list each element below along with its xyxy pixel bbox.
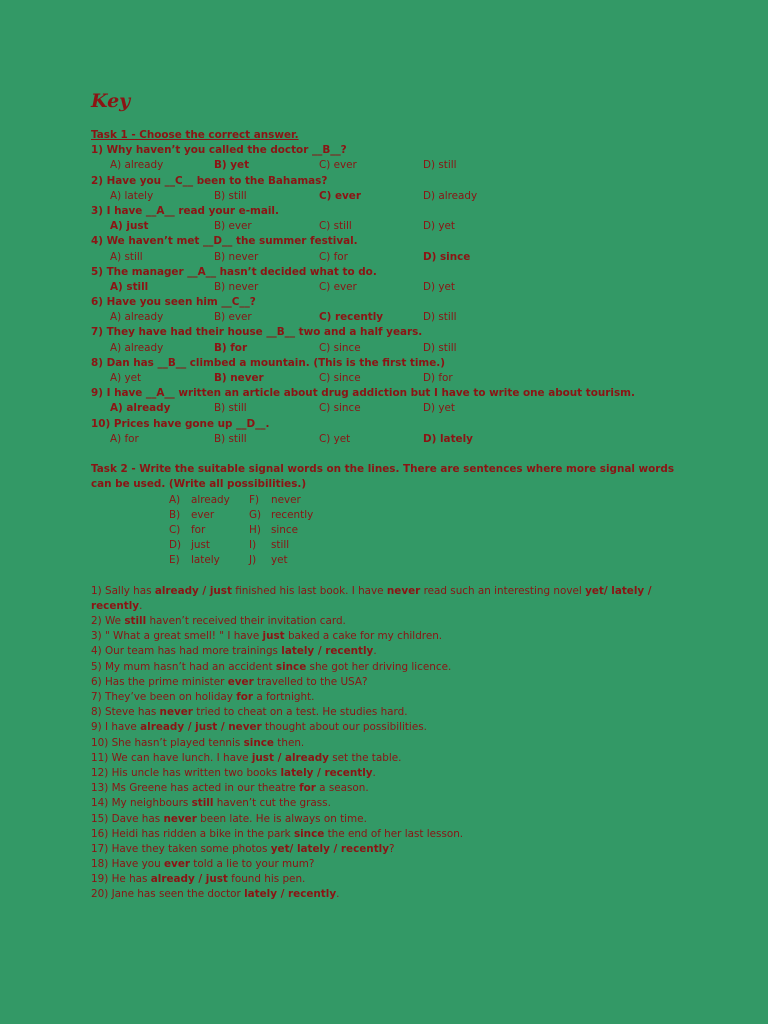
question-text: 6) Have you seen him __C__? (91, 296, 256, 309)
sentence-text: 2) We (91, 615, 125, 628)
answer-options (91, 158, 691, 173)
answer-word: never (386, 584, 421, 597)
answer-option: B) still (214, 189, 247, 202)
answer-sentence (91, 614, 691, 629)
signal-letter: E) (169, 554, 180, 567)
answer-word: since (275, 660, 307, 673)
answer-sentence (91, 751, 691, 766)
answer-option: D) still (423, 311, 457, 324)
question-text: 5) The manager __A__ hasn’t decided what to do. (91, 265, 377, 278)
sentence-text: ? (389, 842, 395, 855)
answer-option: B) still (214, 402, 247, 415)
signal-word: still (271, 539, 290, 552)
answer-options (91, 219, 691, 234)
answer-option: A) already (110, 159, 164, 172)
signal-letter: G) (249, 508, 262, 521)
sentence-text: the end of her last lesson. (324, 827, 464, 840)
sentence-text: 13) Ms Greene has acted in our theatre (91, 782, 300, 795)
sentence-text: 6) Has the prime minister (91, 675, 228, 688)
answer-option: B) ever (214, 220, 252, 233)
sentence-text: 10) She hasn’t played tennis (91, 736, 244, 749)
answer-word: already / just / never (140, 721, 262, 734)
answer-option: C) still (319, 220, 352, 233)
signal-letter: J) (249, 554, 257, 567)
answer-sentence (91, 887, 691, 902)
answer-option: A) lately (110, 189, 154, 202)
answer-word: never (163, 812, 197, 825)
answer-option: B) never (214, 280, 259, 293)
sentence-text: 18) Have you (91, 858, 164, 871)
sentence-text: 5) My mum hasn’t had an accident (91, 660, 276, 673)
answer-option: A) yet (110, 372, 142, 384)
answer-word: ever (164, 858, 190, 871)
signal-word-list (169, 493, 691, 569)
answer-option: B) still (214, 432, 247, 445)
sentence-text: . (373, 645, 377, 658)
answer-sentence (91, 720, 691, 735)
question-text: 3) I have __A__ read your e-mail. (91, 204, 279, 217)
sentence-text: . (139, 599, 143, 612)
task1-heading: Task 1 - Choose the correct answer. (91, 129, 299, 141)
task2-heading-line2: can be used. (Write all possibilities.) (91, 478, 307, 491)
answer-sentence (91, 857, 691, 872)
answer-option: A) for (110, 432, 139, 445)
signal-word: ever (191, 508, 215, 521)
answer-word: since (293, 827, 325, 840)
signal-word: for (191, 523, 206, 536)
sentence-text: 14) My neighbours (91, 797, 192, 810)
question-text: 7) They have had their house __B__ two and a half years. (91, 326, 423, 339)
answer-option: C) since (319, 372, 361, 384)
sentence-continuation (91, 599, 691, 614)
signal-letter: B) (169, 508, 181, 521)
correct-answer-option: B) for (214, 341, 248, 354)
sentence-text: 19) He has (91, 873, 151, 886)
question-text: 9) I have __A__ written an article about drug addiction but I have to write one about tourism. (91, 387, 635, 400)
signal-letter: D) (169, 539, 182, 552)
correct-answer-option: D) lately (423, 432, 473, 445)
answer-sentence (91, 812, 691, 827)
correct-answer-option: D) since (423, 250, 471, 263)
answer-options (91, 310, 691, 325)
answer-option: D) already (423, 189, 478, 202)
answer-sentence (91, 842, 691, 857)
answer-sentence (91, 766, 691, 781)
page-title: Key (91, 90, 131, 112)
answer-option: D) for (423, 372, 453, 384)
signal-letter: A) (169, 493, 181, 506)
answer-sentence (91, 736, 691, 751)
sentence-text: travelled to the USA? (253, 675, 368, 688)
answer-sentence (91, 827, 691, 842)
answer-option: D) still (423, 341, 457, 354)
answer-word: lately / recently (281, 645, 374, 658)
answer-key-page (91, 88, 691, 903)
answer-options (91, 189, 691, 204)
sentence-text: 8) Steve has (91, 706, 160, 719)
question-text: 4) We haven’t met __D__ the summer festival. (91, 235, 358, 248)
correct-answer-option: B) yet (214, 159, 250, 172)
answer-options (91, 371, 691, 386)
answer-word: still (124, 615, 147, 628)
sentence-text: she got her driving licence. (306, 660, 452, 673)
sentence-text: . (372, 766, 376, 779)
answer-option: D) yet (423, 402, 455, 415)
sentence-text: 4) Our team has had more trainings (91, 645, 282, 658)
answer-options (91, 401, 691, 416)
correct-answer-option: A) still (110, 280, 149, 293)
answer-word: yet/ lately / (585, 584, 652, 597)
sentence-text: a fortnight. (253, 691, 315, 703)
signal-letter: C) (169, 523, 181, 536)
answer-sentence (91, 796, 691, 811)
sentence-text: tried to cheat on a test. He studies hard. (192, 706, 408, 719)
answer-option: A) already (110, 311, 164, 324)
answer-sentence (91, 629, 691, 644)
sentence-text: haven’t received their invitation card. (146, 615, 346, 628)
answer-word: just / already (251, 751, 329, 764)
question-text: 8) Dan has __B__ climbed a mountain. (This is the first time.) (91, 356, 446, 369)
answer-sentence (91, 690, 691, 705)
answer-option: B) never (214, 250, 259, 263)
task1-questions (91, 143, 691, 447)
signal-word: just (191, 539, 210, 552)
answer-sentence (91, 584, 691, 599)
signal-letter: F) (249, 493, 260, 506)
sentence-text: told a lie to your mum? (190, 858, 315, 871)
answer-word: lately / recently (280, 766, 373, 779)
answer-word: lately / recently (244, 888, 337, 901)
answer-sentence (91, 644, 691, 659)
answer-option: C) since (319, 341, 361, 354)
task2-heading-line1: Task 2 - Write the suitable signal words on the lines. There are sentences where more signal words (91, 463, 675, 476)
task2-sentences (91, 584, 691, 903)
question-text: 2) Have you __C__ been to the Bahamas? (91, 174, 328, 187)
answer-option: D) still (423, 159, 457, 172)
answer-word: for (236, 691, 254, 703)
signal-word: lately (191, 554, 220, 567)
question-text: 1) Why haven’t you called the doctor __B__? (91, 144, 347, 157)
sentence-text: . (336, 888, 340, 901)
answer-word: already / just (154, 584, 232, 597)
signal-word: never (271, 493, 301, 506)
signal-word: recently (271, 508, 314, 521)
answer-sentence (91, 781, 691, 796)
question-text: 10) Prices have gone up __D__. (91, 417, 270, 430)
sentence-text: haven’t cut the grass. (213, 797, 331, 810)
answer-word: for (299, 782, 316, 795)
sentence-text: then. (273, 736, 305, 749)
answer-option: C) yet (319, 432, 351, 445)
answer-word: still (191, 797, 214, 810)
answer-word: ever (227, 675, 254, 688)
sentence-text: found his pen. (227, 873, 306, 886)
sentence-text: been late. He is always on time. (196, 812, 367, 825)
answer-options (91, 250, 691, 265)
sentence-text: thought about our possibilities. (261, 721, 427, 734)
answer-options (91, 341, 691, 356)
answer-sentence (91, 705, 691, 720)
correct-answer-option: B) never (214, 372, 264, 384)
answer-option: C) ever (319, 159, 357, 172)
answer-word: recently (91, 599, 140, 612)
sentence-text: 17) Have they taken some photos (91, 842, 271, 855)
sentence-text: read such an interesting novel (420, 584, 586, 597)
signal-letter: H) (249, 523, 261, 536)
answer-option: A) already (110, 341, 164, 354)
answer-option: A) still (110, 250, 143, 263)
sentence-text: 9) I have (91, 721, 141, 734)
answer-option: D) yet (423, 220, 455, 233)
correct-answer-option: C) ever (319, 189, 361, 202)
correct-answer-option: A) already (110, 402, 171, 415)
correct-answer-option: C) recently (319, 311, 384, 324)
sentence-text: 12) His uncle has written two books (91, 766, 281, 779)
answer-option: D) yet (423, 280, 455, 293)
sentence-text: 11) We can have lunch. I have (91, 751, 252, 764)
answer-word: never (159, 706, 193, 719)
answer-option: C) for (319, 250, 348, 263)
correct-answer-option: A) just (110, 220, 149, 233)
sentence-text: finished his last book. I have (231, 584, 387, 597)
sentence-text: 7) They’ve been on holiday (91, 691, 237, 703)
sentence-text: 20) Jane has seen the doctor (91, 888, 245, 901)
answer-options (91, 432, 691, 447)
answer-options (91, 280, 691, 295)
sentence-text: 15) Dave has (91, 812, 164, 825)
answer-sentence (91, 675, 691, 690)
answer-option: B) ever (214, 311, 252, 324)
signal-word: yet (271, 554, 288, 567)
sentence-text: baked a cake for my children. (284, 630, 443, 643)
answer-word: already / just (150, 873, 228, 886)
signal-word: already (191, 493, 230, 506)
sentence-text: 3) " What a great smell! " I have (91, 630, 263, 643)
answer-word: since (243, 736, 274, 749)
sentence-text: 16) Heidi has ridden a bike in the park (91, 827, 294, 840)
answer-option: C) ever (319, 280, 357, 293)
answer-sentence (91, 872, 691, 887)
answer-sentence (91, 660, 691, 675)
answer-option: C) since (319, 402, 361, 415)
answer-word: yet/ lately / recently (270, 842, 389, 855)
sentence-text: set the table. (328, 751, 402, 764)
signal-word: since (271, 523, 298, 536)
answer-word: just (262, 630, 285, 643)
sentence-text: 1) Sally has (91, 584, 155, 597)
sentence-text: a season. (315, 782, 369, 795)
signal-letter: I) (249, 539, 257, 552)
